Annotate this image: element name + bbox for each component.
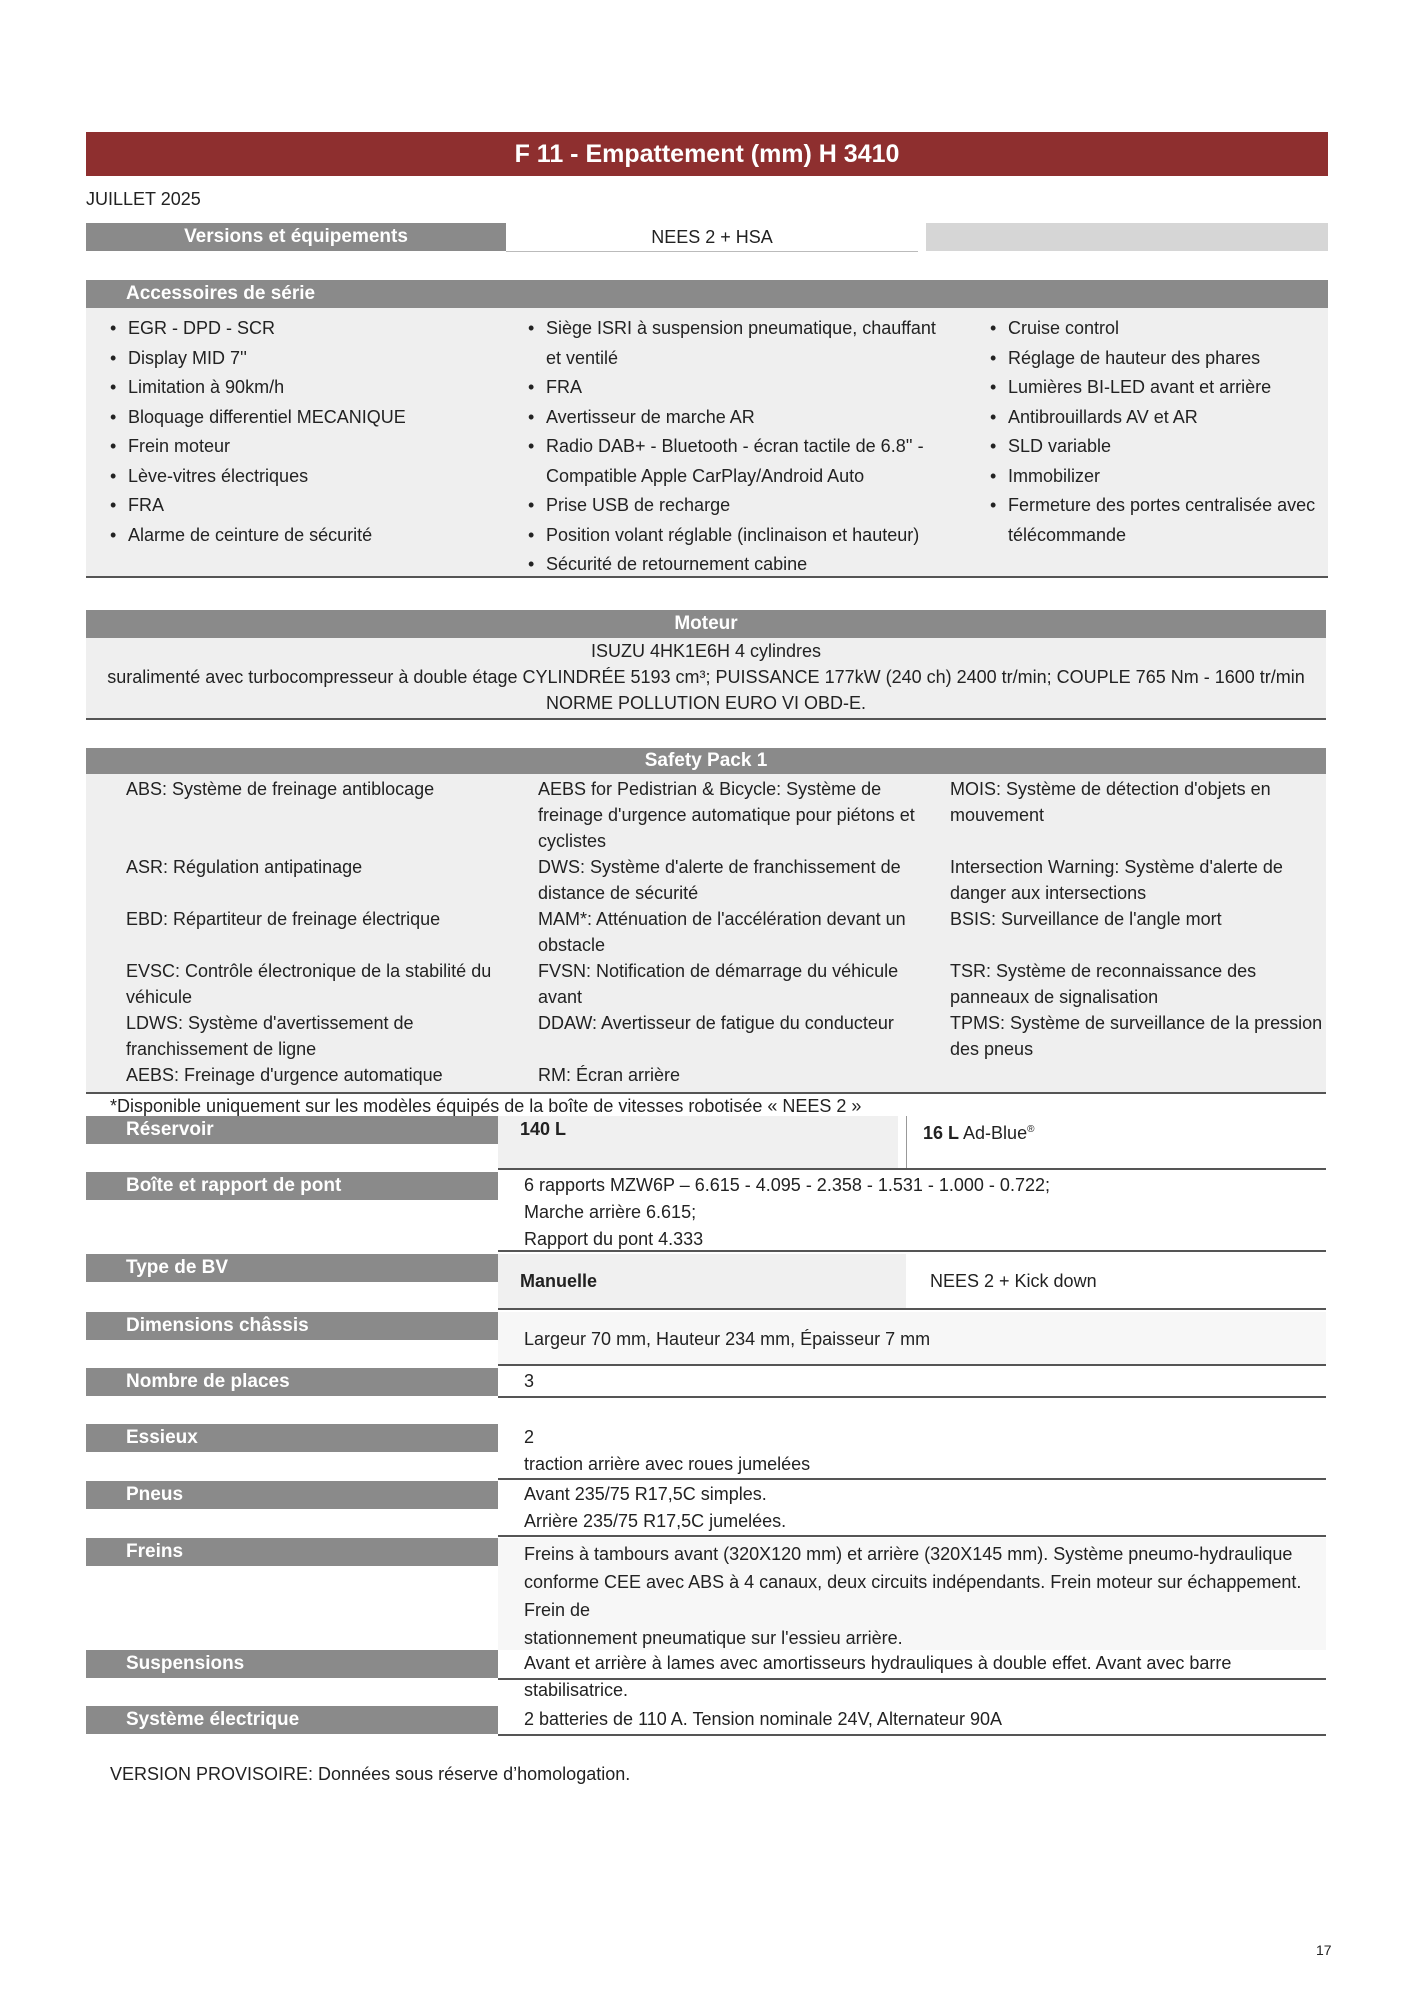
versions-row bbox=[86, 223, 1328, 251]
freins-value: Freins à tambours avant (320X120 mm) et arrière (320X145 mm). Système pneumo-hydraulique conforme CEE avec ABS à 4 canaux, deux circuits indépendants. Frein moteur sur échappement. Frein de stationnement pneumatique sur l'essieu arrière. bbox=[498, 1538, 1326, 1652]
list-item: • FRA bbox=[528, 373, 938, 403]
list-item: • Sécurité de retournement cabine bbox=[528, 550, 938, 580]
safety-item: MAM*: Atténuation de l'accélération devant un obstacle bbox=[538, 909, 906, 955]
safety-item: EBD: Répartiteur de freinage électrique bbox=[126, 909, 441, 929]
safety-item: LDWS: Système d'avertissement de franchissement de ligne bbox=[126, 1013, 414, 1059]
accessoires-col-1 bbox=[110, 314, 490, 550]
pneus-label: Pneus bbox=[86, 1481, 498, 1509]
list-item: • Antibrouillards AV et AR bbox=[990, 403, 1390, 433]
list-item: • Limitation à 90km/h bbox=[110, 373, 490, 403]
list-item: • Fermeture des portes centralisée avec télécommande bbox=[990, 491, 1390, 550]
provisional-note: VERSION PROVISOIRE: Données sous réserve d’homologation. bbox=[110, 1764, 631, 1784]
dimensions-label: Dimensions châssis bbox=[86, 1312, 498, 1340]
safety-item: MOIS: Système de détection d'objets en mouvement bbox=[950, 779, 1271, 825]
reservoir-adblue: 16 L Ad-Blue® bbox=[906, 1116, 1326, 1168]
reservoir-fuel: 140 L bbox=[498, 1116, 898, 1168]
type-bv-label: Type de BV bbox=[86, 1254, 498, 1282]
safety-footnote: *Disponible uniquement sur les modèles équipés de la boîte de vitesses robotisée « NEES 2 » bbox=[110, 1096, 862, 1116]
list-item: • Immobilizer bbox=[990, 462, 1390, 492]
reservoir-value bbox=[498, 1116, 1326, 1170]
electrique-label: Système électrique bbox=[86, 1706, 498, 1734]
electrique-value: 2 batteries de 110 A. Tension nominale 24V, Alternateur 90A bbox=[498, 1706, 1326, 1736]
moteur-header: Moteur bbox=[86, 610, 1326, 638]
places-label: Nombre de places bbox=[86, 1368, 498, 1396]
suspensions-value: Avant et arrière à lames avec amortisseurs hydrauliques à double effet. Avant avec barre stabilisatrice. bbox=[498, 1650, 1326, 1680]
accessoires-header: Accessoires de série bbox=[86, 280, 1328, 308]
versions-empty-cell bbox=[926, 223, 1328, 251]
list-item: • Lumières BI-LED avant et arrière bbox=[990, 373, 1390, 403]
places-value: 3 bbox=[498, 1368, 1326, 1398]
type-bv-value: Manuelle NEES 2 + Kick down bbox=[498, 1254, 1326, 1310]
list-item: • Display MID 7'' bbox=[110, 344, 490, 374]
dimensions-value: Largeur 70 mm, Hauteur 234 mm, Épaisseur 7 mm bbox=[498, 1312, 1326, 1366]
safety-item: Intersection Warning: Système d'alerte de danger aux intersections bbox=[950, 857, 1283, 903]
list-item: • Siège ISRI à suspension pneumatique, chauffant et ventilé bbox=[528, 314, 938, 373]
list-item: • Bloquage differentiel MECANIQUE bbox=[110, 403, 490, 433]
essieux-value: 2 traction arrière avec roues jumelées bbox=[498, 1424, 1326, 1480]
moteur-body bbox=[86, 638, 1326, 720]
list-item: • Lève-vitres électriques bbox=[110, 462, 490, 492]
moteur-line-1: ISUZU 4HK1E6H 4 cylindres bbox=[590, 641, 822, 661]
list-item: • Réglage de hauteur des phares bbox=[990, 344, 1390, 374]
safety-header: Safety Pack 1 bbox=[86, 748, 1326, 774]
moteur-line-3: NORME POLLUTION EURO VI OBD-E. bbox=[545, 693, 867, 713]
safety-item: ABS: Système de freinage antiblocage bbox=[126, 779, 435, 799]
versions-value: NEES 2 + HSA bbox=[506, 223, 918, 252]
list-item: • FRA bbox=[110, 491, 490, 521]
boite-value: 6 rapports MZW6P – 6.615 - 4.095 - 2.358 - 1.531 - 1.000 - 0.722; Marche arrière 6.615; Rapport du pont 4.333 bbox=[498, 1172, 1326, 1252]
reservoir-label: Réservoir bbox=[86, 1116, 498, 1144]
list-item: • Frein moteur bbox=[110, 432, 490, 462]
accessoires-col-3 bbox=[990, 314, 1390, 550]
safety-item: RM: Écran arrière bbox=[538, 1065, 681, 1085]
list-item: • Prise USB de recharge bbox=[528, 491, 938, 521]
safety-item: EVSC: Contrôle électronique de la stabilité du véhicule bbox=[126, 961, 492, 1007]
essieux-label: Essieux bbox=[86, 1424, 498, 1452]
page-title: F 11 - Empattement (mm) H 3410 bbox=[86, 132, 1328, 176]
list-item: • Avertisseur de marche AR bbox=[528, 403, 938, 433]
date-label: JUILLET 2025 bbox=[86, 189, 201, 209]
list-item: • Cruise control bbox=[990, 314, 1390, 344]
safety-item: ASR: Régulation antipatinage bbox=[126, 857, 363, 877]
pneus-value: Avant 235/75 R17,5C simples. Arrière 235/75 R17,5C jumelées. bbox=[498, 1481, 1326, 1537]
safety-item: TSR: Système de reconnaissance des panneaux de signalisation bbox=[950, 961, 1257, 1007]
moteur-line-2: suralimenté avec turbocompresseur à double étage CYLINDRÉE 5193 cm³; PUISSANCE 177kW (240 ch) 2400 tr/min; COUPLE 765 Nm - 1600 tr/min bbox=[107, 667, 1305, 687]
safety-item: AEBS: Freinage d'urgence automatique bbox=[126, 1065, 443, 1085]
freins-label: Freins bbox=[86, 1538, 498, 1566]
safety-item: DWS: Système d'alerte de franchissement de distance de sécurité bbox=[538, 857, 901, 903]
safety-item: DDAW: Avertisseur de fatigue du conducteur bbox=[538, 1013, 894, 1033]
safety-item: TPMS: Système de surveillance de la pression des pneus bbox=[950, 1013, 1323, 1059]
boite-label: Boîte et rapport de pont bbox=[86, 1172, 498, 1200]
page-number: 17 bbox=[1316, 1942, 1332, 1958]
safety-item: BSIS: Surveillance de l'angle mort bbox=[950, 909, 1222, 929]
safety-item: FVSN: Notification de démarrage du véhicule avant bbox=[538, 961, 899, 1007]
safety-item: AEBS for Pedistrian & Bicycle: Système de freinage d'urgence automatique pour piétons et cyclistes bbox=[538, 779, 915, 851]
list-item: • Position volant réglable (inclinaison et hauteur) bbox=[528, 521, 938, 551]
list-item: • EGR - DPD - SCR bbox=[110, 314, 490, 344]
list-item: • Alarme de ceinture de sécurité bbox=[110, 521, 490, 551]
safety-body bbox=[86, 774, 1326, 1094]
versions-label: Versions et équipements bbox=[86, 223, 506, 251]
suspensions-label: Suspensions bbox=[86, 1650, 498, 1678]
list-item: • SLD variable bbox=[990, 432, 1390, 462]
accessoires-body bbox=[86, 308, 1328, 578]
accessoires-col-2 bbox=[528, 314, 938, 580]
list-item: • Radio DAB+ - Bluetooth - écran tactile de 6.8'' - Compatible Apple CarPlay/Android Auto bbox=[528, 432, 938, 491]
